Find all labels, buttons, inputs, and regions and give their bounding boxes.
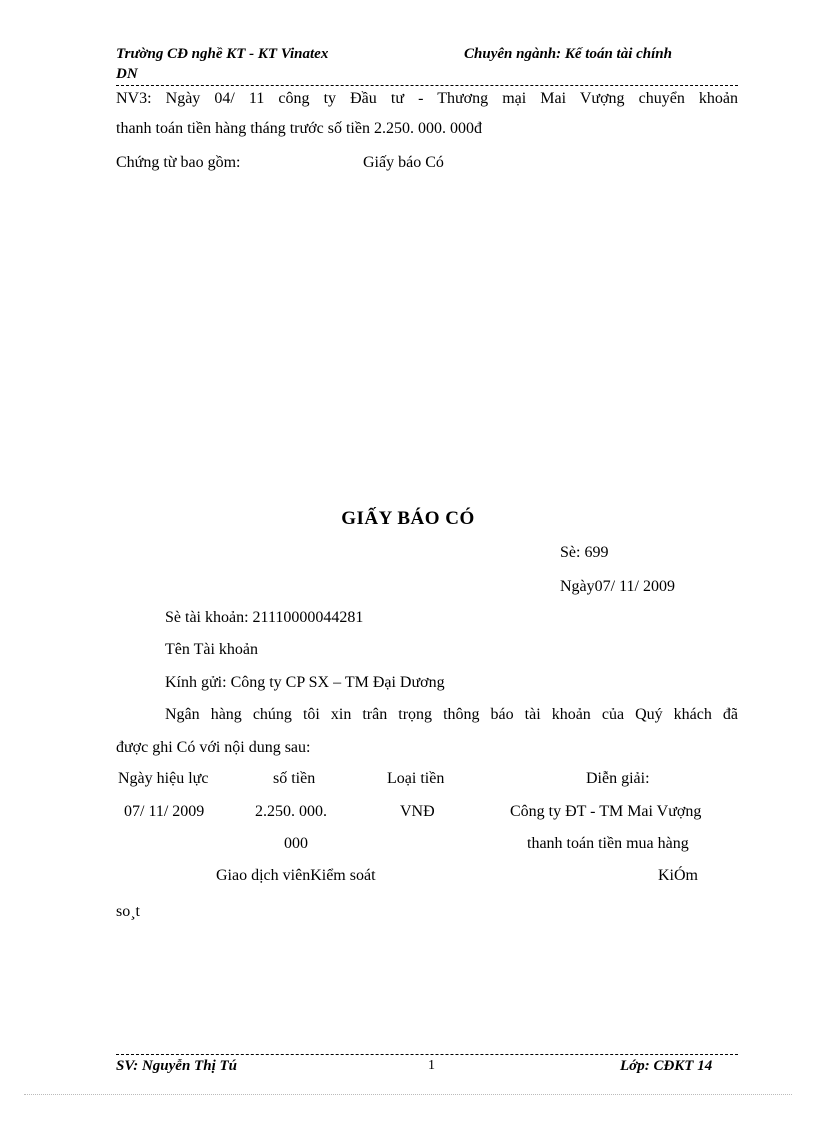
docs-label: Chứng từ bao gồm: <box>116 154 241 171</box>
row-description-1: Công ty ĐT - TM Mai Vượng <box>510 803 702 820</box>
footer-class: Lớp: CĐKT 14 <box>620 1058 713 1074</box>
header-divider <box>116 85 738 86</box>
docs-value: Giấy báo Có <box>363 154 444 171</box>
header-school: Trường CĐ nghề KT - KT Vinatex <box>116 46 329 62</box>
col-amount: số tiền <box>273 770 316 787</box>
row-amount: 2.250. 000. <box>255 803 327 820</box>
footer-divider <box>116 1054 738 1055</box>
header-school-continued: DN <box>116 66 138 82</box>
row-amount-continued: 000 <box>284 835 308 852</box>
account-number: Sè tài khoản: 21110000044281 <box>165 609 364 626</box>
signature-teller: Giao dịch viênKiểm soát <box>216 867 376 884</box>
col-currency: Loại tiền <box>387 770 445 787</box>
account-name: Tên Tài khoản <box>165 641 259 658</box>
page-number: 1 <box>428 1058 435 1073</box>
row-currency: VNĐ <box>400 803 435 820</box>
footer-student: SV: Nguyễn Thị Tú <box>116 1058 237 1074</box>
header-major: Chuyên ngành: Kế toán tài chính <box>464 46 672 62</box>
notice-line-1: Ngân hàng chúng tôi xin trân trọng thông báo tài khoản của Quý khách đã <box>165 706 738 723</box>
row-date: 07/ 11/ 2009 <box>124 803 205 820</box>
nv3-line-2: thanh toán tiền hàng tháng trước số tiền 2.250. 000. 000đ <box>116 120 482 137</box>
slip-number: Sè: 699 <box>560 544 609 561</box>
slip-title: GIẤY BÁO CÓ <box>341 508 475 529</box>
recipient: Kính gửi: Công ty CP SX – TM Đại Dương <box>165 674 445 691</box>
col-effective-date: Ngày hiệu lực <box>118 770 209 787</box>
nv3-line-1: NV3: Ngày 04/ 11 công ty Đầu tư - Thương mại Mai Vượng chuyển khoản <box>116 90 738 107</box>
slip-date: Ngày07/ 11/ 2009 <box>560 578 675 595</box>
signature-control-continued: so¸t <box>116 903 140 920</box>
notice-line-2: được ghi Có với nội dung sau: <box>116 739 311 756</box>
signature-control: KiÓm <box>658 867 698 884</box>
row-description-2: thanh toán tiền mua hàng <box>527 835 689 852</box>
page-bottom-edge <box>24 1094 792 1095</box>
col-description: Diễn giải: <box>586 770 650 787</box>
